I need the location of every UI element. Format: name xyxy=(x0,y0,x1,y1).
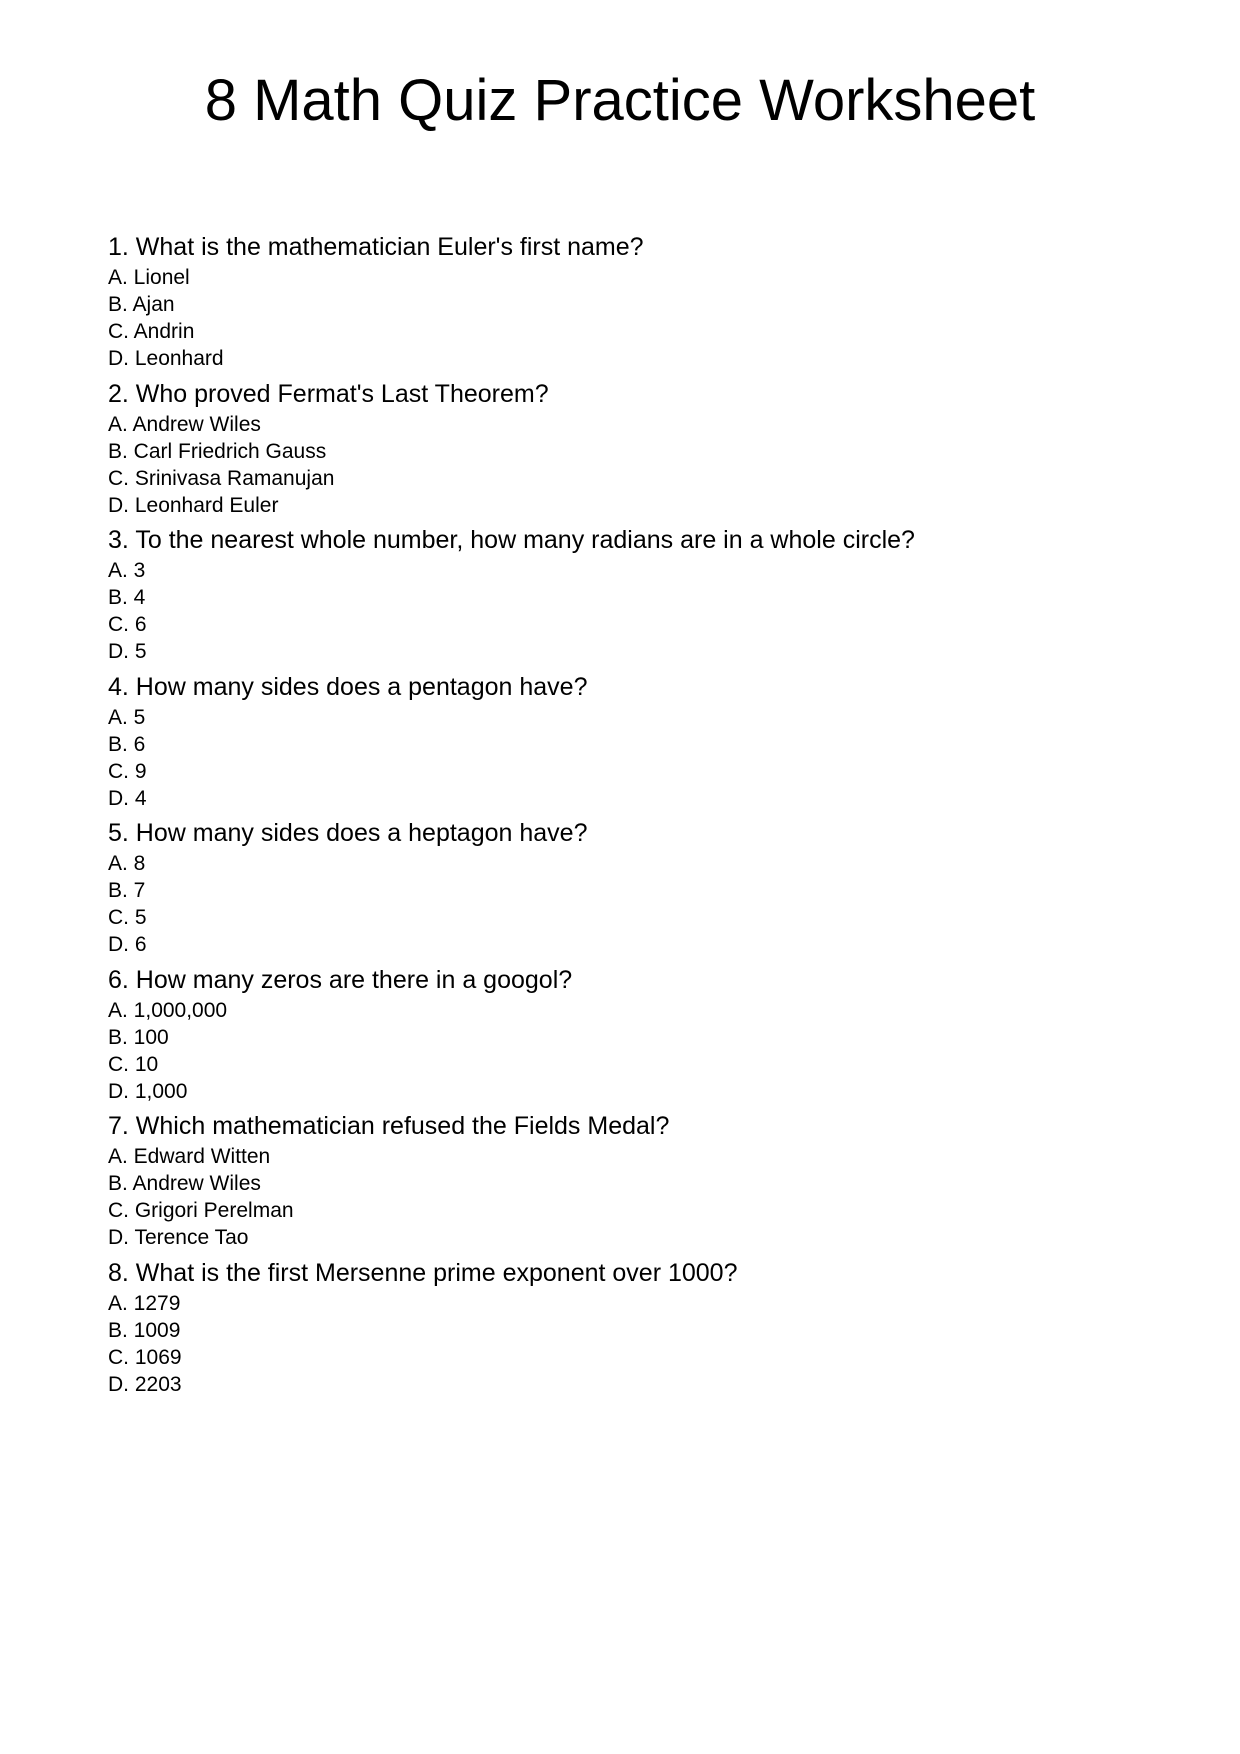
answer-options xyxy=(108,557,1138,665)
option-c: C. 6 xyxy=(108,613,147,636)
question-5 xyxy=(108,817,1138,964)
answer-options xyxy=(108,850,1138,958)
question-2 xyxy=(108,378,1138,525)
question-6 xyxy=(108,964,1138,1111)
question-text: 6. How many zeros are there in a googol? xyxy=(108,965,573,994)
option-c: C. 5 xyxy=(108,906,147,929)
question-3 xyxy=(108,524,1138,671)
question-1 xyxy=(108,231,1138,378)
question-7 xyxy=(108,1110,1138,1257)
option-d: D. 5 xyxy=(108,640,147,663)
option-d: D. Leonhard xyxy=(108,347,224,370)
option-a: A. 3 xyxy=(108,559,146,582)
option-c: C. Grigori Perelman xyxy=(108,1199,294,1222)
answer-options xyxy=(108,264,1138,372)
option-d: D. 6 xyxy=(108,933,147,956)
question-text: 5. How many sides does a heptagon have? xyxy=(108,819,588,847)
answer-options xyxy=(108,704,1138,812)
answer-options xyxy=(108,1290,1138,1398)
option-b: B. Carl Friedrich Gauss xyxy=(108,439,327,463)
option-a: A. Andrew Wiles xyxy=(108,412,261,436)
question-text: 2. Who proved Fermat's Last Theorem? xyxy=(108,379,549,408)
question-list xyxy=(108,231,1138,1403)
option-b: B. Ajan xyxy=(108,293,175,316)
answer-options xyxy=(108,997,1138,1105)
question-text: 3. To the nearest whole number, how many radians are in a whole circle? xyxy=(108,526,915,554)
question-text: 1. What is the mathematician Euler's first name? xyxy=(108,233,644,261)
option-c: C. 10 xyxy=(108,1052,159,1076)
option-d: D. Leonhard Euler xyxy=(108,493,279,517)
option-b: B. 100 xyxy=(108,1025,169,1049)
option-d: D. Terence Tao xyxy=(108,1226,249,1249)
option-b: B. 1009 xyxy=(108,1318,181,1342)
option-b: B. Andrew Wiles xyxy=(108,1172,261,1195)
question-4 xyxy=(108,671,1138,818)
question-text: 7. Which mathematician refused the Fields Medal? xyxy=(108,1112,670,1140)
option-c: C. 9 xyxy=(108,759,147,783)
option-a: A. 1,000,000 xyxy=(108,998,228,1022)
question-text: 8. What is the first Mersenne prime exponent over 1000? xyxy=(108,1258,738,1287)
option-a: A. 8 xyxy=(108,852,146,875)
option-c: C. 1069 xyxy=(108,1345,182,1369)
question-text: 4. How many sides does a pentagon have? xyxy=(108,672,588,701)
option-a: A. 1279 xyxy=(108,1291,181,1315)
option-c: C. Srinivasa Ramanujan xyxy=(108,466,335,490)
answer-options xyxy=(108,411,1138,519)
option-a: A. 5 xyxy=(108,705,146,729)
option-a: A. Lionel xyxy=(108,266,190,289)
option-d: D. 1,000 xyxy=(108,1079,188,1103)
option-a: A. Edward Witten xyxy=(108,1145,271,1168)
option-d: D. 2203 xyxy=(108,1372,182,1396)
option-b: B. 7 xyxy=(108,879,146,902)
option-b: B. 6 xyxy=(108,732,146,756)
option-c: C. Andrin xyxy=(108,320,195,343)
option-d: D. 4 xyxy=(108,786,147,810)
option-b: B. 4 xyxy=(108,586,146,609)
question-8 xyxy=(108,1257,1138,1404)
answer-options xyxy=(108,1143,1138,1251)
page-title: 8 Math Quiz Practice Worksheet xyxy=(204,68,1036,133)
